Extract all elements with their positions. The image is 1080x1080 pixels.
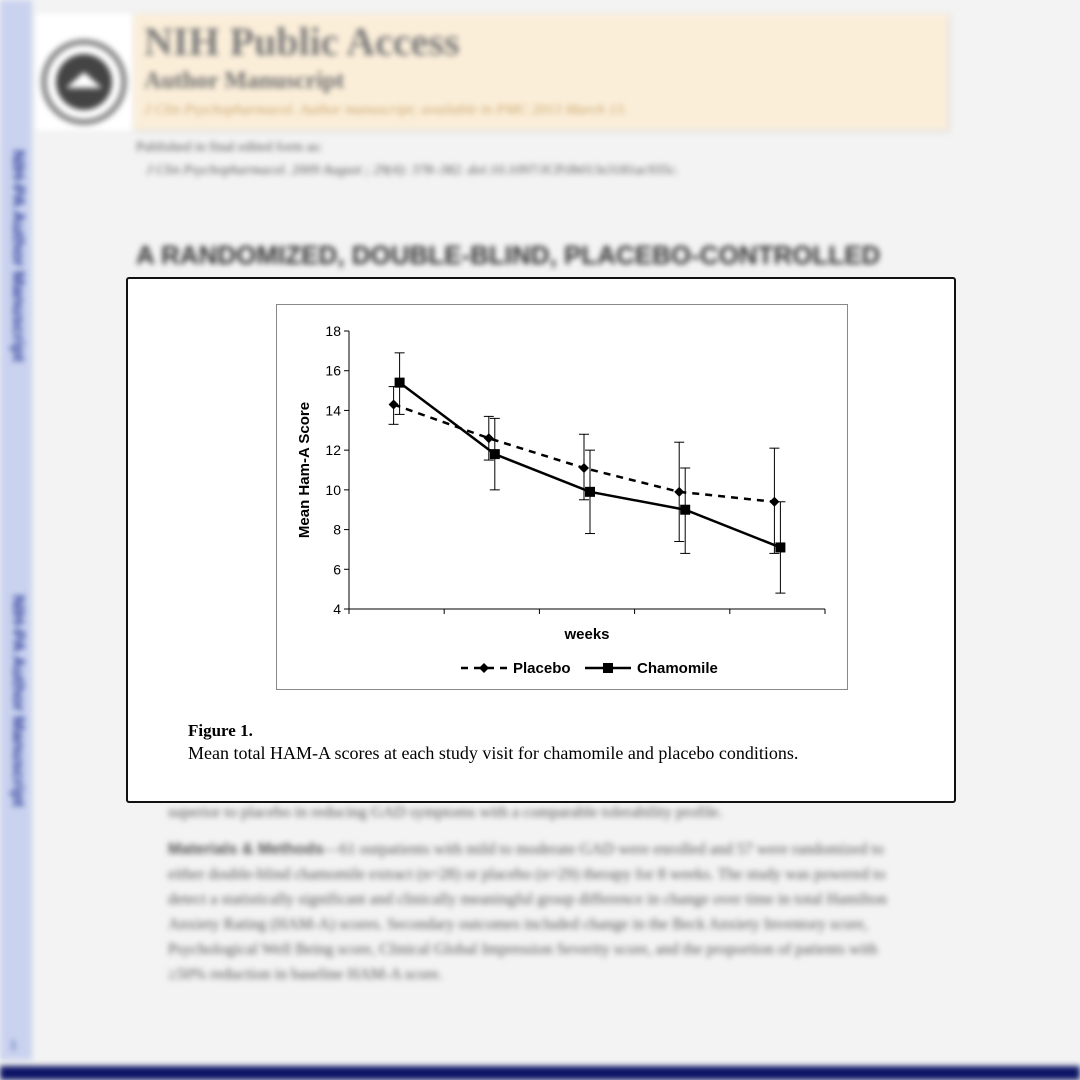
methods-text: —61 outpatients with mild to moderate GAD were enrolled and 57 were randomized to either double-blind chamomile extract (n=28) or placebo (n=29) therapy for 8 weeks. The study was powered to detect a statistically significant and clinically meaningful group difference in change over time in total Hamilton Anxiety Rating (HAM-A) scores. Secondary outcomes included change in the Beck Anxiety Inventory score, Psychological Well Being score, Clinical Global Impression Severity score, and the proportion of patients with ≥50% reduction in baseline HAM-A score. <box>168 841 888 983</box>
figure-popup <box>126 277 956 803</box>
y-tick-label: 6 <box>333 561 341 578</box>
article-title: A RANDOMIZED, DOUBLE-BLIND, PLACEBO-CONTROLLED <box>136 240 881 270</box>
published-line: Published in final edited form as: <box>136 140 323 155</box>
page-number: 1 <box>10 1038 17 1052</box>
y-tick-label: 14 <box>325 402 341 419</box>
nih-title: NIH Public Access <box>144 19 460 64</box>
y-tick-label: 4 <box>333 601 341 617</box>
data-point-chamomile <box>395 378 405 388</box>
data-point-chamomile <box>680 505 690 515</box>
side-strip <box>0 0 32 1060</box>
side-label-top: NIH-PA Author Manuscript <box>9 150 28 362</box>
citation-line: J Clin Psychopharmacol. 2009 August ; 29(4): 378–382. doi:10.1097/JCP.0b013e3181ac935c. <box>146 163 679 178</box>
legend-label-placebo: Placebo <box>513 660 571 677</box>
side-label-bottom: NIH-PA Author Manuscript <box>9 595 28 807</box>
hhs-seal-icon <box>36 14 132 130</box>
data-point-placebo <box>389 399 399 409</box>
figure-caption: Mean total HAM-A scores at each study visit for chamomile and placebo conditions. <box>188 743 799 763</box>
bottom-bar <box>0 1066 1080 1080</box>
x-axis-label: weeks <box>564 626 610 643</box>
availability-line: J Clin Psychopharmacol. Author manuscript; available in PMC 2013 March 13. <box>144 102 628 118</box>
chart-svg <box>277 305 847 689</box>
legend-marker-placebo <box>479 663 489 673</box>
legend-label-chamomile: Chamomile <box>637 660 718 677</box>
conclusion-line: superior to placebo in reducing GAD symptoms with a comparable tolerability profile. <box>168 804 723 821</box>
data-point-chamomile <box>490 449 500 459</box>
y-tick-label: 12 <box>325 442 341 459</box>
data-point-chamomile <box>585 487 595 497</box>
abstract-body <box>168 800 908 987</box>
y-tick-label: 18 <box>325 323 341 339</box>
data-point-placebo <box>674 487 684 497</box>
figure-label: Figure 1. <box>188 721 253 740</box>
hhs-logo <box>36 14 132 130</box>
y-tick-label: 16 <box>325 362 341 379</box>
y-tick-label: 8 <box>333 521 341 538</box>
data-point-placebo <box>579 463 589 473</box>
y-tick-label: 10 <box>325 481 341 498</box>
methods-paragraph <box>168 837 908 987</box>
chart-frame <box>276 304 848 690</box>
legend-marker-chamomile <box>603 663 613 673</box>
data-point-chamomile <box>775 542 785 552</box>
methods-label: Materials & Methods <box>168 841 324 858</box>
nih-header <box>134 14 948 130</box>
nih-subtitle: Author Manuscript <box>144 68 345 94</box>
y-axis-label: Mean Ham-A Score <box>296 401 313 539</box>
data-point-placebo <box>484 433 494 443</box>
